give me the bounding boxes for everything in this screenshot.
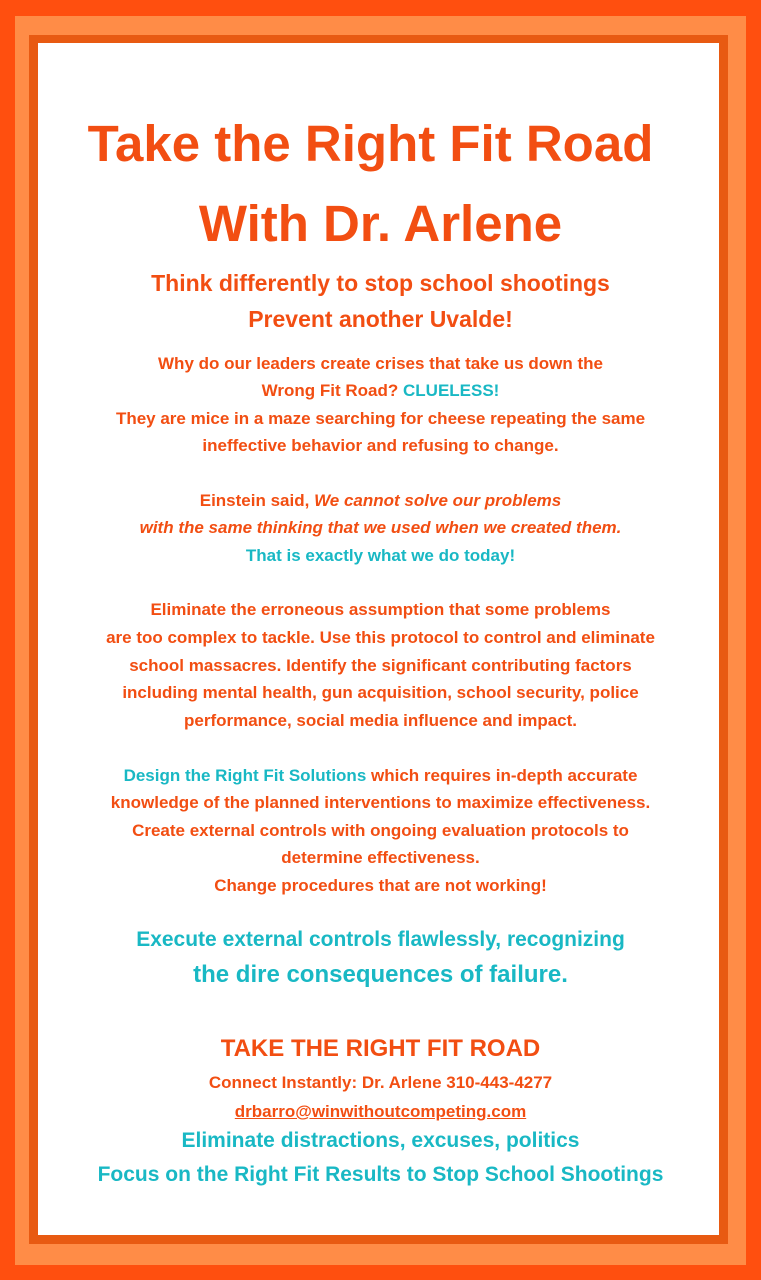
para2-line-3: That is exactly what we do today! xyxy=(245,546,516,565)
para4-line-3: Create external controls with ongoing evaluation protocols to xyxy=(132,821,629,840)
para1-line-2-prefix: Wrong Fit Road? xyxy=(261,381,399,400)
para2-line-2 xyxy=(0,518,761,538)
execute-line-2: the dire consequences of failure. xyxy=(193,961,568,988)
einstein-quote-part-1: We cannot solve our problems xyxy=(314,491,562,510)
para2-line-1 xyxy=(0,491,761,511)
para1-line-4: ineffective behavior and refusing to change. xyxy=(202,436,559,455)
execute-line-1: Execute external controls flawlessly, recognizing xyxy=(136,928,625,951)
title-line-1: Take the Right Fit Road xyxy=(87,115,654,172)
title-line-2: With Dr. Arlene xyxy=(198,195,563,252)
para3-line-5: performance, social media influence and impact. xyxy=(183,711,577,730)
clueless-emphasis: CLUELESS! xyxy=(403,381,500,400)
cta-heading: TAKE THE RIGHT FIT ROAD xyxy=(220,1035,541,1062)
tagline-1: Eliminate distractions, excuses, politics xyxy=(181,1129,580,1152)
subtitle-line-1: Think differently to stop school shootings xyxy=(151,270,610,296)
para1-line-2 xyxy=(0,381,761,401)
design-right-fit-emphasis: Design the Right Fit Solutions xyxy=(123,766,367,785)
subtitle-line-2: Prevent another Uvalde! xyxy=(248,306,513,332)
para3-line-3: school massacres. Identify the significant contributing factors xyxy=(129,656,632,675)
contact-line: Connect Instantly: Dr. Arlene 310-443-4277 xyxy=(208,1073,553,1092)
para3-line-2: are too complex to tackle. Use this protocol to control and eliminate xyxy=(106,628,655,647)
para1-line-1: Why do our leaders create crises that take us down the xyxy=(158,354,603,373)
para4-line-1-rest: which requires in-depth accurate xyxy=(371,766,638,785)
para4-line-4: determine effectiveness. xyxy=(281,848,480,867)
email-link[interactable]: drbarro@winwithoutcompeting.com xyxy=(234,1102,527,1121)
einstein-quote-part-2: with the same thinking that we used when we created them. xyxy=(139,518,622,537)
tagline-2: Focus on the Right Fit Results to Stop School Shootings xyxy=(97,1163,664,1186)
para3-line-4: including mental health, gun acquisition, school security, police xyxy=(122,683,639,702)
para3-line-1: Eliminate the erroneous assumption that some problems xyxy=(150,600,611,619)
para4-line-5: Change procedures that are not working! xyxy=(214,876,547,895)
para4-line-2: knowledge of the planned interventions to maximize effectiveness. xyxy=(110,793,651,812)
para1-line-3: They are mice in a maze searching for cheese repeating the same xyxy=(115,409,646,428)
para4-line-1 xyxy=(0,766,761,786)
einstein-said: Einstein said, xyxy=(199,491,310,510)
